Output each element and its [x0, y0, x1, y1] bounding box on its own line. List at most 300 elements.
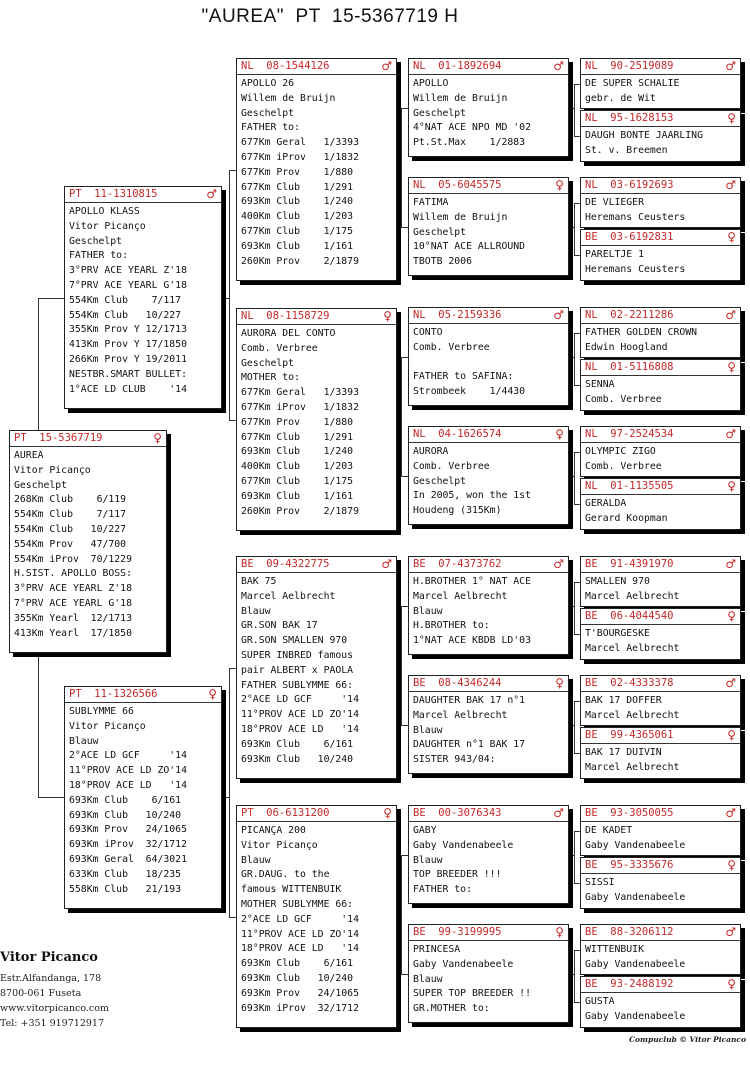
copyright: Compuclub © Vitor Picanco [629, 1035, 746, 1044]
detail-line: TBOTB 2006 [413, 256, 472, 268]
ring-number-header [581, 557, 740, 573]
ring-number: BE 00-3076343 [413, 807, 502, 819]
pigeon-card-g10[interactable] [580, 608, 741, 660]
detail-line: 260Km Prov 2/1879 [241, 505, 359, 517]
detail-line: 413Km Prov Y 17/1850 [69, 339, 187, 351]
connector-line [401, 725, 408, 726]
ring-number: NL 08-1544126 [241, 60, 330, 72]
ring-number: NL 97-2524534 [585, 428, 674, 440]
ring-number: BE 07-4373762 [413, 558, 502, 570]
pigeon-details [581, 573, 740, 605]
ring-number: PT 11-1310815 [69, 188, 158, 200]
male-symbol-icon: ♂ [381, 59, 392, 73]
ring-number: NL 01-5116808 [585, 361, 674, 373]
detail-line: GR.SON SMALLEN 970 [241, 635, 348, 647]
ring-number: NL 90-2519089 [585, 60, 674, 72]
detail-line: 677Km Prov 1/880 [241, 416, 354, 428]
ring-number-header [581, 609, 740, 625]
female-symbol-icon: ♀ [153, 431, 162, 445]
ring-number-header [581, 728, 740, 744]
pigeon-details [581, 194, 740, 226]
connector-line [574, 701, 575, 753]
detail-line: FATHER to: [241, 122, 300, 134]
connector-line [569, 227, 574, 228]
pigeon-name: DE VLIEGER [585, 197, 644, 208]
ring-number: NL 02-2211286 [585, 309, 674, 321]
ring-number-header [409, 427, 568, 443]
connector-line [401, 108, 408, 109]
pigeon-details [581, 625, 740, 657]
detail-line: NESTBR.SMART BULLET: [69, 368, 187, 380]
ring-number-header [581, 427, 740, 443]
detail-line: GR.SON BAK 17 [241, 620, 318, 632]
detail-line: 2°ACE LD GCF '14 [241, 913, 359, 925]
pigeon-name: GERALDA [585, 498, 627, 509]
pigeon-card-mfm[interactable] [408, 675, 569, 774]
pigeon-details [581, 874, 740, 906]
female-symbol-icon: ♀ [383, 309, 392, 323]
pigeon-card-ffm[interactable] [408, 177, 569, 276]
female-symbol-icon: ♀ [727, 111, 736, 125]
pigeon-card-g11[interactable] [580, 675, 741, 726]
connector-line [222, 797, 229, 798]
ring-number-header [409, 676, 568, 692]
connector-line [401, 357, 408, 358]
ring-number-header [581, 308, 740, 324]
ring-number-header [581, 977, 740, 993]
detail-line: FATHER to: [69, 250, 128, 262]
female-symbol-icon: ♀ [555, 427, 564, 441]
connector-line [569, 108, 574, 109]
ring-number-header [581, 925, 740, 941]
detail-line: Vitor Picanço [69, 720, 146, 732]
detail-line: 4°NAT ACE NPO MD '02 [413, 122, 531, 134]
pigeon-details [581, 993, 740, 1025]
pigeon-card-g15[interactable] [580, 924, 741, 975]
pigeon-name: FATHER GOLDEN CROWN [585, 327, 698, 338]
breeder-address: Estr.Alfandanga, 178 [0, 973, 102, 984]
pigeon-name: AUREA [14, 450, 44, 461]
detail-line: 268Km Club 6/119 [14, 494, 127, 506]
pigeon-card-fmf[interactable] [408, 307, 569, 406]
detail-line: Marcel Aelbrecht [241, 590, 336, 602]
connector-line [38, 797, 64, 798]
pigeon-details [581, 941, 740, 973]
ring-number-header [581, 360, 740, 376]
pigeon-name: H.BROTHER 1° NAT ACE [413, 576, 531, 587]
page-title: "AUREA" PT 15-5367719 H [201, 6, 459, 27]
ring-number-header [237, 59, 396, 75]
pigeon-details [581, 75, 740, 107]
detail-line: Geschelpt [413, 107, 467, 119]
pigeon-card-mm[interactable] [236, 805, 397, 1028]
ring-number-header [409, 806, 568, 822]
detail-line: 693Km Prov 24/1065 [69, 824, 187, 836]
ring-number-header [409, 178, 568, 194]
detail-line: 10°NAT ACE ALLROUND [413, 241, 526, 253]
detail-line: 693Km Club 1/240 [241, 446, 354, 458]
detail-line: Willem de Bruijn [413, 92, 508, 104]
pigeon-name: AURORA DEL CONTO [241, 328, 336, 339]
pigeon-details [237, 573, 396, 767]
male-symbol-icon: ♂ [206, 187, 217, 201]
pigeon-card-fm[interactable] [236, 308, 397, 531]
connector-line [401, 606, 408, 607]
detail-line: gebr. de Wit [585, 92, 656, 104]
detail-line: SUPER TOP BREEDER !! [413, 988, 531, 1000]
detail-line: H.BROTHER to: [413, 620, 490, 632]
pigeon-name: GUSTA [585, 996, 615, 1007]
detail-line: 677Km Club 1/175 [241, 225, 354, 237]
ring-number: NL 08-1158729 [241, 310, 330, 322]
ring-number-header [409, 308, 568, 324]
detail-line: Geschelpt [413, 226, 467, 238]
pigeon-details [237, 325, 396, 519]
pigeon-card-g3[interactable] [580, 177, 741, 228]
detail-line: Marcel Aelbrecht [413, 590, 508, 602]
ring-number: PT 15-5367719 [14, 432, 103, 444]
connector-line [397, 420, 401, 421]
connector-line [229, 668, 230, 918]
female-symbol-icon: ♀ [383, 806, 392, 820]
pigeon-details [409, 443, 568, 519]
ring-number: BE 91-4391970 [585, 558, 674, 570]
detail-line: 554Km Club 7/117 [69, 294, 182, 306]
detail-line: Comb. Verbree [241, 342, 318, 354]
detail-line: 11°PROV ACE LD ZO'14 [241, 709, 359, 721]
ring-number-header [237, 309, 396, 325]
detail-line: Marcel Aelbrecht [585, 761, 680, 773]
pigeon-details [409, 822, 568, 898]
ring-number: BE 93-2488192 [585, 978, 674, 990]
detail-line: TOP BREEDER !!! [413, 869, 502, 881]
connector-line [397, 668, 401, 669]
detail-line: 3°PRV ACE YEARL Z'18 [69, 265, 187, 277]
detail-line: 677Km Club 1/175 [241, 475, 354, 487]
detail-line: 18°PROV ACE LD '14 [241, 723, 359, 735]
connector-line [38, 653, 39, 798]
pigeon-details [10, 447, 166, 641]
detail-line: 355Km Yearl 12/1713 [14, 612, 132, 624]
connector-line [397, 170, 401, 171]
detail-line: Strombeek 1/4430 [413, 386, 526, 398]
pigeon-name: SUBLYMME 66 [69, 706, 134, 717]
ring-number-header [237, 806, 396, 822]
connector-line [569, 606, 574, 607]
detail-line: 7°PRV ACE YEARL G'18 [69, 279, 187, 291]
connector-line [569, 357, 574, 358]
pigeon-details [581, 443, 740, 475]
breeder-website: www.vitorpicanco.com [0, 1003, 109, 1014]
ring-number: PT 06-6131200 [241, 807, 330, 819]
connector-line [397, 917, 401, 918]
detail-line: 693Km Geral 64/3021 [69, 853, 187, 865]
pigeon-details [581, 744, 740, 776]
pigeon-name: BAK 17 DOFFER [585, 695, 662, 706]
male-symbol-icon: ♂ [553, 806, 564, 820]
detail-line: Willem de Bruijn [241, 92, 336, 104]
ring-number: NL 05-2159336 [413, 309, 502, 321]
detail-line: Marcel Aelbrecht [585, 709, 680, 721]
detail-line: 677Km Geral 1/3393 [241, 387, 359, 399]
detail-line: Blauw [413, 605, 443, 617]
pigeon-details [581, 822, 740, 854]
detail-line: Comb. Verbree [585, 393, 662, 405]
detail-line: 677Km iProv 1/1832 [241, 401, 359, 413]
detail-line: 677Km Prov 1/880 [241, 166, 354, 178]
detail-line: Gaby Vandenabeele [585, 1010, 686, 1022]
pigeon-card-mother[interactable] [64, 686, 222, 909]
detail-line: Blauw [241, 605, 271, 617]
pigeon-card-subject[interactable] [9, 430, 167, 653]
detail-line: 693Km Club 10/240 [241, 753, 354, 765]
detail-line: Gaby Vandenabeele [413, 839, 514, 851]
connector-line [569, 725, 574, 726]
detail-line: MOTHER to: [241, 372, 300, 384]
ring-number-header [581, 59, 740, 75]
connector-line [401, 108, 402, 227]
detail-line: In 2005, won the 1st [413, 490, 531, 502]
pigeon-name: APOLLO KLASS [69, 206, 140, 217]
pigeon-name: CONTO [413, 327, 443, 338]
detail-line: FATHER SUBLYMME 66: [241, 679, 354, 691]
ring-number: BE 03-6192831 [585, 231, 674, 243]
pigeon-details [581, 127, 740, 159]
connector-line [569, 974, 574, 975]
detail-line: Willem de Bruijn [413, 211, 508, 223]
pigeon-details [581, 376, 740, 408]
ring-number-header [10, 431, 166, 447]
detail-line: GR.DAUG. to the [241, 869, 330, 881]
detail-line: 693Km Club 6/161 [69, 794, 182, 806]
pigeon-card-g7[interactable] [580, 426, 741, 477]
ring-number-header [409, 925, 568, 941]
female-symbol-icon: ♀ [555, 178, 564, 192]
pigeon-name: APOLLO 26 [241, 78, 295, 89]
detail-line: 413Km Yearl 17/1850 [14, 627, 132, 639]
detail-line: SUPER INBRED famous [241, 649, 354, 661]
detail-line: 400Km Club 1/203 [241, 461, 354, 473]
ring-number: BE 06-4044540 [585, 610, 674, 622]
connector-line [229, 917, 236, 918]
detail-line: FATHER to: [413, 884, 472, 896]
ring-number: BE 08-4346244 [413, 677, 502, 689]
male-symbol-icon: ♂ [553, 59, 564, 73]
pigeon-details [581, 324, 740, 356]
detail-line: 11°PROV ACE LD ZO'14 [69, 765, 187, 777]
detail-line: Heremans Ceusters [585, 263, 686, 275]
pigeon-name: BAK 17 DUIVIN [585, 747, 662, 758]
connector-line [574, 950, 575, 1002]
detail-line: 677Km Club 1/291 [241, 431, 354, 443]
detail-line: 355Km Prov Y 12/1713 [69, 324, 187, 336]
detail-line: 554Km Club 10/227 [14, 523, 127, 535]
ring-number: BE 88-3206112 [585, 926, 674, 938]
pigeon-card-mmf[interactable] [408, 805, 569, 904]
detail-line: Gaby Vandenabeele [413, 958, 514, 970]
detail-line: 677Km Club 1/291 [241, 181, 354, 193]
pigeon-details [581, 692, 740, 724]
pigeon-card-g2[interactable] [580, 110, 741, 162]
detail-line: 633Km Club 18/235 [69, 868, 182, 880]
pigeon-card-g14[interactable] [580, 857, 741, 909]
detail-line: 1°NAT ACE KBDB LD'03 [413, 635, 531, 647]
detail-line: 693Km Club 10/240 [69, 809, 182, 821]
detail-line: Blauw [413, 724, 443, 736]
pigeon-details [65, 203, 221, 397]
ring-number-header [581, 230, 740, 246]
pigeon-card-g6[interactable] [580, 359, 741, 411]
female-symbol-icon: ♀ [208, 687, 217, 701]
detail-line: SISTER 943/04: [413, 754, 496, 766]
breeder-phone: Tel: +351 919712917 [0, 1018, 104, 1029]
pigeon-card-ff[interactable] [236, 58, 397, 281]
female-symbol-icon: ♀ [727, 977, 736, 991]
pigeon-card-g13[interactable] [580, 805, 741, 856]
ring-number-header [409, 557, 568, 573]
connector-line [38, 298, 64, 299]
detail-line: Gaby Vandenabeele [585, 958, 686, 970]
detail-line: Geschelpt [14, 479, 68, 491]
detail-line: Geschelpt [241, 357, 295, 369]
ring-number: NL 03-6192693 [585, 179, 674, 191]
ring-number: BE 93-3050055 [585, 807, 674, 819]
male-symbol-icon: ♂ [725, 676, 736, 690]
detail-line: Blauw [69, 735, 99, 747]
pigeon-details [581, 246, 740, 278]
detail-line: Vitor Picanço [69, 220, 146, 232]
pigeon-details [237, 822, 396, 1016]
ring-number-header [581, 676, 740, 692]
pigeon-card-g12[interactable] [580, 727, 741, 779]
pigeon-card-g9[interactable] [580, 556, 741, 607]
detail-line: 554Km Club 7/117 [14, 509, 127, 521]
connector-line [569, 476, 574, 477]
detail-line: H.SIST. APOLLO BOSS: [14, 568, 132, 580]
connector-line [574, 582, 575, 634]
detail-line: 554Km Club 10/227 [69, 309, 182, 321]
detail-line: MOTHER SUBLYMME 66: [241, 898, 354, 910]
connector-line [574, 203, 575, 255]
breeder-name: Vitor Picanco [0, 950, 98, 965]
pigeon-card-g16[interactable] [580, 976, 741, 1028]
detail-line: 2°ACE LD GCF '14 [241, 694, 359, 706]
male-symbol-icon: ♂ [725, 557, 736, 571]
pigeon-name: DE KADET [585, 825, 633, 836]
ring-number-header [65, 687, 221, 703]
female-symbol-icon: ♀ [727, 479, 736, 493]
pigeon-card-g5[interactable] [580, 307, 741, 358]
connector-line [229, 170, 236, 171]
connector-line [401, 855, 402, 974]
pigeon-details [237, 75, 396, 269]
pigeon-card-mmm[interactable] [408, 924, 569, 1023]
pigeon-card-g1[interactable] [580, 58, 741, 109]
pigeon-card-g8[interactable] [580, 478, 741, 530]
pigeon-details [409, 324, 568, 400]
detail-line: Marcel Aelbrecht [413, 709, 508, 721]
pigeon-card-fmm[interactable] [408, 426, 569, 525]
pigeon-name: GABY [413, 825, 437, 836]
pigeon-card-mff[interactable] [408, 556, 569, 655]
pigeon-details [409, 692, 568, 768]
ring-number: NL 04-1626574 [413, 428, 502, 440]
ring-number-header [65, 187, 221, 203]
detail-line: Geschelpt [413, 475, 467, 487]
ring-number: NL 01-1135505 [585, 480, 674, 492]
detail-line: 693Km Club 1/161 [241, 490, 354, 502]
detail-line: 11°PROV ACE LD ZO'14 [241, 928, 359, 940]
detail-line: 693Km Club 1/240 [241, 196, 354, 208]
ring-number-header [581, 479, 740, 495]
detail-line: FATHER to SAFINA: [413, 371, 514, 383]
pigeon-name: DAUGH BONTE JAARLING [585, 130, 703, 141]
pigeon-card-fff[interactable] [408, 58, 569, 157]
detail-line: Geschelpt [69, 235, 123, 247]
detail-line: Blauw [413, 973, 443, 985]
pigeon-card-g4[interactable] [580, 229, 741, 281]
connector-line [401, 974, 408, 975]
connector-line [574, 452, 575, 504]
detail-line: pair ALBERT x PAOLA [241, 664, 354, 676]
detail-line: Vitor Picanço [241, 839, 318, 851]
detail-line: 1°ACE LD CLUB '14 [69, 383, 187, 395]
detail-line: Comb. Verbree [413, 341, 490, 353]
detail-line: St. v. Breemen [585, 144, 668, 156]
pigeon-name: PARELTJE 1 [585, 249, 644, 260]
male-symbol-icon: ♂ [381, 557, 392, 571]
detail-line: 7°PRV ACE YEARL G'18 [14, 597, 132, 609]
detail-line: Gaby Vandenabeele [585, 839, 686, 851]
ring-number: PT 11-1326566 [69, 688, 158, 700]
pigeon-name: BAK 75 [241, 576, 277, 587]
male-symbol-icon: ♂ [725, 59, 736, 73]
pigeon-name: PRINCESA [413, 944, 461, 955]
female-symbol-icon: ♀ [727, 728, 736, 742]
pigeon-details [409, 941, 568, 1017]
detail-line: Houdeng (315Km) [413, 505, 502, 517]
detail-line: 693Km Club 6/161 [241, 738, 354, 750]
pigeon-card-mf[interactable] [236, 556, 397, 779]
pigeon-name: DE SUPER SCHALIE [585, 78, 680, 89]
female-symbol-icon: ♀ [555, 925, 564, 939]
detail-line: Gerard Koopman [585, 512, 668, 524]
detail-line: Heremans Ceusters [585, 211, 686, 223]
ring-number: BE 09-4322775 [241, 558, 330, 570]
detail-line: 18°PROV ACE LD '14 [69, 779, 187, 791]
connector-line [401, 855, 408, 856]
detail-line: Edwin Hoogland [585, 341, 668, 353]
detail-line: Marcel Aelbrecht [585, 590, 680, 602]
detail-line: Comb. Verbree [585, 460, 662, 472]
ring-number: BE 99-3199995 [413, 926, 502, 938]
detail-line: 693Km Club 1/161 [241, 240, 354, 252]
detail-line: Geschelpt [241, 107, 295, 119]
ring-number: BE 95-3335676 [585, 859, 674, 871]
female-symbol-icon: ♀ [727, 230, 736, 244]
detail-line: famous WITTENBUIK [241, 884, 342, 896]
female-symbol-icon: ♀ [555, 676, 564, 690]
male-symbol-icon: ♂ [725, 925, 736, 939]
ring-number-header [237, 557, 396, 573]
pigeon-card-father[interactable] [64, 186, 222, 409]
ring-number: BE 99-4365061 [585, 729, 674, 741]
pigeon-details [409, 573, 568, 649]
detail-line: Blauw [413, 854, 443, 866]
detail-line: Blauw [241, 854, 271, 866]
ring-number-header [581, 858, 740, 874]
pigeon-name: OLYMPIC ZIGO [585, 446, 656, 457]
